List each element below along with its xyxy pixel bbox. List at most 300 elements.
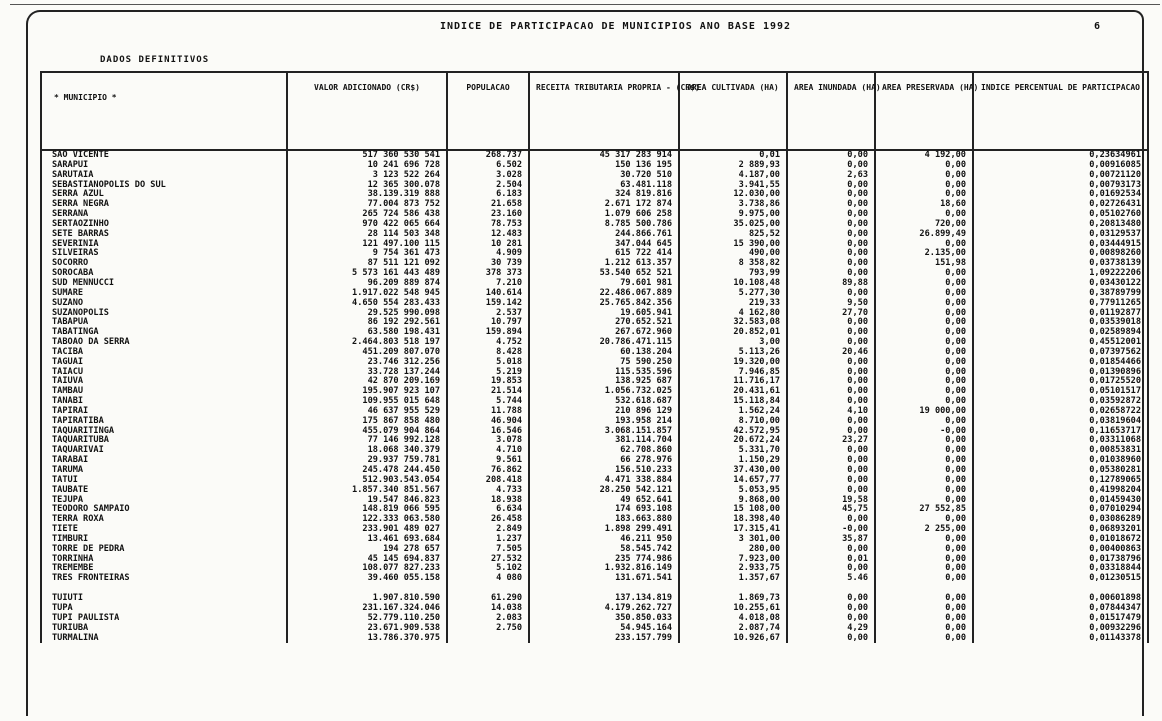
cell-area-cultivada: 42.572,95 (679, 427, 787, 437)
cell-area-preservada: 0,00 (875, 535, 973, 545)
cell-receita-tributaria: 267.672.960 (529, 328, 679, 338)
cell-municipio: TAPIRATIBA (41, 417, 287, 427)
cell-indice: 0,07844347 (973, 604, 1148, 614)
cell-indice: 0,05102760 (973, 210, 1148, 220)
cell-populacao: 46.904 (447, 417, 529, 427)
cell-indice: 0,01390896 (973, 368, 1148, 378)
cell-area-preservada: 0,00 (875, 328, 973, 338)
cell-indice: 0,00932296 (973, 624, 1148, 634)
cell-municipio: TRES FRONTEIRAS (41, 574, 287, 584)
cell-valor-adicionado: 2.464.803 518 197 (287, 338, 447, 348)
cell-area-inundada: 0,00 (787, 515, 875, 525)
cell-area-preservada: 0,00 (875, 417, 973, 427)
col-header-area-cultivada: AREA CULTIVADA (HA) (679, 72, 787, 150)
cell-municipio: TARABAI (41, 456, 287, 466)
cell-indice: 0,03086289 (973, 515, 1148, 525)
cell-area-preservada: 0,00 (875, 240, 973, 250)
table-row (41, 584, 1148, 594)
cell-receita-tributaria: 156.510.233 (529, 466, 679, 476)
cell-area-preservada: 2 255,00 (875, 525, 973, 535)
cell-municipio: SEBASTIANOPOLIS DO SUL (41, 181, 287, 191)
cell-valor-adicionado: 33.728 137.244 (287, 368, 447, 378)
cell-populacao: 30 739 (447, 259, 529, 269)
cell-indice: 0,03311068 (973, 436, 1148, 446)
cell-valor-adicionado: 245.478 244.450 (287, 466, 447, 476)
cell-valor-adicionado: 194 278 657 (287, 545, 447, 555)
cell-valor-adicionado: 23.746 312.256 (287, 358, 447, 368)
cell-receita-tributaria: 1.056.732.025 (529, 387, 679, 397)
table-row (41, 486, 1148, 496)
col-header-area-preservada: AREA PRESERVADA (HA) (875, 72, 973, 150)
cell-receita-tributaria: 350.850.033 (529, 614, 679, 624)
cell-valor-adicionado: 46 637 955 529 (287, 407, 447, 417)
cell-area-inundada: 23,27 (787, 436, 875, 446)
cell-municipio: SERRA AZUL (41, 190, 287, 200)
cell-area-preservada: 0,00 (875, 387, 973, 397)
cell-valor-adicionado: 451.209 807.070 (287, 348, 447, 358)
cell-area-cultivada: 15 390,00 (679, 240, 787, 250)
cell-municipio: SOCORRO (41, 259, 287, 269)
cell-area-inundada: 0,00 (787, 427, 875, 437)
cell-indice: 0,00400863 (973, 545, 1148, 555)
cell-receita-tributaria: 4.179.262.727 (529, 604, 679, 614)
cell-populacao: 19.853 (447, 377, 529, 387)
cell-area-preservada: 0,00 (875, 338, 973, 348)
cell-populacao: 6.634 (447, 505, 529, 515)
cell-area-inundada: 0,00 (787, 456, 875, 466)
cell-area-preservada: 0,00 (875, 486, 973, 496)
cell-populacao: 4 080 (447, 574, 529, 584)
cell-area-cultivada: 7.923,00 (679, 555, 787, 565)
cell-populacao: 8.428 (447, 348, 529, 358)
cell-municipio: TAMBAU (41, 387, 287, 397)
cell-area-preservada: 27 552,85 (875, 505, 973, 515)
cell-area-cultivada: 3 301,00 (679, 535, 787, 545)
cell-area-cultivada: 2.087,74 (679, 624, 787, 634)
cell-area-preservada: 0,00 (875, 309, 973, 319)
cell-valor-adicionado: 455.079 904 864 (287, 427, 447, 437)
cell-municipio: TABAPUA (41, 318, 287, 328)
cell-area-cultivada: 19.320,00 (679, 358, 787, 368)
cell-municipio: TUPI PAULISTA (41, 614, 287, 624)
cell-valor-adicionado: 175 867 858 480 (287, 417, 447, 427)
cell-area-cultivada: 35.025,00 (679, 220, 787, 230)
cell-valor-adicionado: 121 497.100 115 (287, 240, 447, 250)
cell-receita-tributaria: 174 693.108 (529, 505, 679, 515)
cell-populacao: 7.210 (447, 279, 529, 289)
cell-municipio: TIETE (41, 525, 287, 535)
cell-populacao: 140.614 (447, 289, 529, 299)
cell-valor-adicionado: 87 511 121 092 (287, 259, 447, 269)
cell-area-cultivada: 7.946,85 (679, 368, 787, 378)
cell-area-cultivada: 5.053,95 (679, 486, 787, 496)
cell-municipio: TERRA ROXA (41, 515, 287, 525)
table-row (41, 230, 1148, 240)
cell-area-inundada: 0,00 (787, 338, 875, 348)
cell-populacao: 7.505 (447, 545, 529, 555)
table-row (41, 594, 1148, 604)
cell-area-inundada: 0,00 (787, 466, 875, 476)
cell-valor-adicionado: 10 241 696 728 (287, 161, 447, 171)
cell-area-preservada: 19 000,00 (875, 407, 973, 417)
cell-area-cultivada: 20.431,61 (679, 387, 787, 397)
cell-area-preservada: 0,00 (875, 634, 973, 644)
cell-area-inundada: 0,00 (787, 240, 875, 250)
table-row (41, 417, 1148, 427)
table-row (41, 564, 1148, 574)
cell-municipio: TORRINHA (41, 555, 287, 565)
cell-valor-adicionado: 109.955 015 648 (287, 397, 447, 407)
cell-indice: 0,77911265 (973, 299, 1148, 309)
cell-municipio: SUD MENNUCCI (41, 279, 287, 289)
cell-valor-adicionado: 86 192 292.561 (287, 318, 447, 328)
cell-municipio: TUPA (41, 604, 287, 614)
cell-area-cultivada: 20.852,01 (679, 328, 787, 338)
cell-receita-tributaria: 3.068.151.857 (529, 427, 679, 437)
cell-receita-tributaria: 138.925 687 (529, 377, 679, 387)
cell-valor-adicionado: 233.901 489 027 (287, 525, 447, 535)
cell-municipio: TAIACU (41, 368, 287, 378)
cell-receita-tributaria: 1.079 606 258 (529, 210, 679, 220)
table-row (41, 604, 1148, 614)
report-subtitle: DADOS DEFINITIVOS (100, 55, 210, 65)
cell-municipio: TAQUARIVAI (41, 446, 287, 456)
table-row (41, 269, 1148, 279)
cell-area-preservada: 0,00 (875, 190, 973, 200)
cell-area-inundada: 0,00 (787, 190, 875, 200)
cell-indice: 0,02589894 (973, 328, 1148, 338)
cell-area-preservada: 0,00 (875, 466, 973, 476)
cell-municipio: SUMARE (41, 289, 287, 299)
cell-area-cultivada: 3.738,86 (679, 200, 787, 210)
cell-receita-tributaria: 22.486.067.889 (529, 289, 679, 299)
cell-area-inundada: 0,00 (787, 181, 875, 191)
cell-receita-tributaria: 1.212 613.357 (529, 259, 679, 269)
page-number: 6 (1094, 21, 1101, 32)
cell-area-cultivada: 2 889,93 (679, 161, 787, 171)
cell-municipio: TEJUPA (41, 496, 287, 506)
cell-populacao: 12.483 (447, 230, 529, 240)
cell-populacao: 4.909 (447, 249, 529, 259)
table-row (41, 210, 1148, 220)
cell-indice: 0,41998204 (973, 486, 1148, 496)
cell-area-preservada: 0,00 (875, 614, 973, 624)
cell-area-cultivada: 12.030,00 (679, 190, 787, 200)
cell-area-inundada: 0,00 (787, 417, 875, 427)
cell-receita-tributaria: 46.211 950 (529, 535, 679, 545)
cell-municipio: TAUBATE (41, 486, 287, 496)
cell-area-cultivada: 10.255,61 (679, 604, 787, 614)
cell-area-preservada: 0,00 (875, 289, 973, 299)
municipality-table (40, 71, 1149, 643)
cell-area-preservada: 0,00 (875, 476, 973, 486)
cell-valor-adicionado: 12 365 300.078 (287, 181, 447, 191)
cell-receita-tributaria: 54.945.164 (529, 624, 679, 634)
cell-receita-tributaria: 49 652.641 (529, 496, 679, 506)
cell-municipio: TABOAO DA SERRA (41, 338, 287, 348)
table-row (41, 387, 1148, 397)
cell-area-cultivada: 18.398,40 (679, 515, 787, 525)
cell-valor-adicionado: 9 754 361 473 (287, 249, 447, 259)
cell-receita-tributaria: 58.545.742 (529, 545, 679, 555)
cell-receita-tributaria: 62.708.860 (529, 446, 679, 456)
cell-area-cultivada: 20.672,24 (679, 436, 787, 446)
cell-indice: 0,03129537 (973, 230, 1148, 240)
cell-populacao: 2.750 (447, 624, 529, 634)
cell-populacao: 18.938 (447, 496, 529, 506)
cell-area-preservada: 26.899,49 (875, 230, 973, 240)
cell-area-cultivada: 825,52 (679, 230, 787, 240)
cell-area-inundada: 0,00 (787, 318, 875, 328)
table-row (41, 309, 1148, 319)
cell-populacao: 3.028 (447, 171, 529, 181)
cell-municipio: SETE BARRAS (41, 230, 287, 240)
cell-area-cultivada: 37.430,00 (679, 466, 787, 476)
cell-valor-adicionado: 28 114 503 348 (287, 230, 447, 240)
cell-area-cultivada: 10.108,48 (679, 279, 787, 289)
cell-valor-adicionado: 108.077 827.233 (287, 564, 447, 574)
cell-area-cultivada: 3.941,55 (679, 181, 787, 191)
table-row (41, 407, 1148, 417)
cell-area-cultivada: 8 358,82 (679, 259, 787, 269)
cell-receita-tributaria: 150 136 195 (529, 161, 679, 171)
cell-indice: 0,01738796 (973, 555, 1148, 565)
cell-populacao: 9.561 (447, 456, 529, 466)
cell-populacao: 6.183 (447, 190, 529, 200)
cell-populacao: 5.102 (447, 564, 529, 574)
cell-indice: 0,02658722 (973, 407, 1148, 417)
cell-municipio: TANABI (41, 397, 287, 407)
cell-receita-tributaria: 45 317 283 914 (529, 150, 679, 161)
cell-area-inundada: 2,63 (787, 171, 875, 181)
cell-indice: 0,05101517 (973, 387, 1148, 397)
cell-area-preservada: 0,00 (875, 604, 973, 614)
cell-receita-tributaria: 615 722 414 (529, 249, 679, 259)
cell-populacao: 3.078 (447, 436, 529, 446)
cell-municipio: SERRA NEGRA (41, 200, 287, 210)
cell-valor-adicionado: 148.819 066 595 (287, 505, 447, 515)
cell-indice: 0,00601898 (973, 594, 1148, 604)
cell-indice: 0,12789065 (973, 476, 1148, 486)
cell-area-inundada: 0,00 (787, 397, 875, 407)
cell-area-preservada: 0,00 (875, 594, 973, 604)
cell-valor-adicionado: 13.786.370.975 (287, 634, 447, 644)
cell-area-inundada: 19,58 (787, 496, 875, 506)
table-row (41, 181, 1148, 191)
cell-valor-adicionado: 195.907 923 107 (287, 387, 447, 397)
cell-area-inundada: 0,01 (787, 555, 875, 565)
cell-area-preservada: 0,00 (875, 564, 973, 574)
cell-receita-tributaria: 532.618.687 (529, 397, 679, 407)
cell-receita-tributaria: 25.765.842.356 (529, 299, 679, 309)
cell-receita-tributaria: 2.671 172 874 (529, 200, 679, 210)
cell-indice: 0,07010294 (973, 505, 1148, 515)
cell-valor-adicionado: 3 123 522 264 (287, 171, 447, 181)
cell-receita-tributaria: 8.785 500.786 (529, 220, 679, 230)
table-row (41, 545, 1148, 555)
cell-area-cultivada: 17.315,41 (679, 525, 787, 535)
table-row (41, 466, 1148, 476)
cell-area-preservada: 0,00 (875, 397, 973, 407)
cell-area-preservada: 0,00 (875, 456, 973, 466)
cell-populacao: 61.290 (447, 594, 529, 604)
cell-municipio: TATUI (41, 476, 287, 486)
cell-valor-adicionado: 23.671.909.538 (287, 624, 447, 634)
table-row (41, 259, 1148, 269)
cell-area-preservada: 0,00 (875, 210, 973, 220)
cell-municipio: TAGUAI (41, 358, 287, 368)
cell-municipio: SERRANA (41, 210, 287, 220)
cell-valor-adicionado: 1.917.022 548 945 (287, 289, 447, 299)
cell-area-inundada: 0,00 (787, 368, 875, 378)
cell-area-cultivada: 4.018,08 (679, 614, 787, 624)
cell-indice: 0,01038960 (973, 456, 1148, 466)
cell-receita-tributaria: 53.540 652 521 (529, 269, 679, 279)
col-header-receita-tributaria: RECEITA TRIBUTARIA PROPRIA - (CR$) (529, 72, 679, 150)
cell-valor-adicionado: 1.907.810.590 (287, 594, 447, 604)
cell-indice: 0,00721120 (973, 171, 1148, 181)
cell-area-inundada: 0,00 (787, 328, 875, 338)
table-row (41, 624, 1148, 634)
cell-area-cultivada: 14.657,77 (679, 476, 787, 486)
cell-indice: 0,02726431 (973, 200, 1148, 210)
cell-area-preservada: 0,00 (875, 269, 973, 279)
table-row (41, 279, 1148, 289)
cell-indice: 0,03430122 (973, 279, 1148, 289)
cell-valor-adicionado: 45 145 694.837 (287, 555, 447, 565)
col-header-valor-adicionado: VALOR ADICIONADO (CR$) (287, 72, 447, 150)
cell-valor-adicionado: 1.857.340 851.567 (287, 486, 447, 496)
header-row (41, 72, 1148, 150)
cell-populacao: 27.532 (447, 555, 529, 565)
cell-area-cultivada: 5.277,30 (679, 289, 787, 299)
cell-area-preservada: 0,00 (875, 279, 973, 289)
cell-indice: 0,06893201 (973, 525, 1148, 535)
table-row (41, 436, 1148, 446)
cell-populacao: 11.788 (447, 407, 529, 417)
cell-indice: 0,01459430 (973, 496, 1148, 506)
cell-municipio: TUIUTI (41, 594, 287, 604)
cell-area-cultivada: 4.187,00 (679, 171, 787, 181)
cell-valor-adicionado: 29.937 759.781 (287, 456, 447, 466)
cell-area-inundada: 35,87 (787, 535, 875, 545)
cell-area-inundada: 5.46 (787, 574, 875, 584)
cell-receita-tributaria: 270.652.521 (529, 318, 679, 328)
cell-indice: 0,03592872 (973, 397, 1148, 407)
cell-area-cultivada: 490,00 (679, 249, 787, 259)
cell-area-cultivada: 1.357,67 (679, 574, 787, 584)
cell-area-preservada: 0,00 (875, 181, 973, 191)
cell-valor-adicionado: 63.580 198.431 (287, 328, 447, 338)
cell-indice: 0,03318844 (973, 564, 1148, 574)
cell-receita-tributaria: 235 774.986 (529, 555, 679, 565)
cell-valor-adicionado: 517 360 530 541 (287, 150, 447, 161)
cell-area-inundada: 0,00 (787, 387, 875, 397)
cell-populacao: 4.733 (447, 486, 529, 496)
col-header-indice: INDICE PERCENTUAL DE PARTICIPACAO (973, 72, 1148, 150)
cell-area-inundada: 0,00 (787, 486, 875, 496)
cell-receita-tributaria: 30.720 510 (529, 171, 679, 181)
table-row (41, 525, 1148, 535)
cell-valor-adicionado: 5 573 161 443 489 (287, 269, 447, 279)
cell-populacao: 5.219 (447, 368, 529, 378)
cell-receita-tributaria: 75 590.250 (529, 358, 679, 368)
cell-populacao: 268.737 (447, 150, 529, 161)
cell-populacao: 21.658 (447, 200, 529, 210)
cell-indice: 0,01692534 (973, 190, 1148, 200)
cell-area-cultivada: 2.933,75 (679, 564, 787, 574)
cell-populacao: 4.752 (447, 338, 529, 348)
cell-area-cultivada: 9.868,00 (679, 496, 787, 506)
table-row (41, 446, 1148, 456)
cell-area-preservada: 0,00 (875, 171, 973, 181)
table-row (41, 318, 1148, 328)
cell-municipio: SERTAOZINHO (41, 220, 287, 230)
cell-area-preservada: 0,00 (875, 358, 973, 368)
cell-area-inundada: -0,00 (787, 525, 875, 535)
cell-area-inundada: 0,00 (787, 545, 875, 555)
cell-area-cultivada: 280,00 (679, 545, 787, 555)
cell-area-inundada: 0,00 (787, 269, 875, 279)
cell-receita-tributaria: 137.134.819 (529, 594, 679, 604)
table-row (41, 555, 1148, 565)
cell-area-inundada: 0,00 (787, 634, 875, 644)
cell-municipio: TORRE DE PEDRA (41, 545, 287, 555)
cell-area-cultivada: 1.869,73 (679, 594, 787, 604)
cell-area-preservada: 0,00 (875, 496, 973, 506)
cell-area-inundada: 0,00 (787, 220, 875, 230)
cell-area-preservada: 18,60 (875, 200, 973, 210)
cell-area-cultivada: 15 108,00 (679, 505, 787, 515)
cell-area-preservada: 0,00 (875, 446, 973, 456)
table-row (41, 476, 1148, 486)
col-header-municipio: * MUNICIPIO * (41, 72, 287, 150)
cell-valor-adicionado: 29.525 990.098 (287, 309, 447, 319)
cell-receita-tributaria: 1.898 299.491 (529, 525, 679, 535)
cell-area-cultivada: 1.562,24 (679, 407, 787, 417)
cell-area-inundada: 0,00 (787, 614, 875, 624)
cell-area-preservada: 2.135,00 (875, 249, 973, 259)
cell-receita-tributaria: 324 819.816 (529, 190, 679, 200)
cell-area-inundada: 0,00 (787, 604, 875, 614)
cell-municipio: TAQUARITINGA (41, 427, 287, 437)
cell-area-cultivada: 219,33 (679, 299, 787, 309)
cell-indice: 0,11653717 (973, 427, 1148, 437)
table-row (41, 338, 1148, 348)
cell-indice: 0,00916085 (973, 161, 1148, 171)
cell-populacao: 1.237 (447, 535, 529, 545)
cell-area-preservada: 0,00 (875, 161, 973, 171)
cell-indice: 1,09222206 (973, 269, 1148, 279)
cell-municipio: SEVERINIA (41, 240, 287, 250)
cell-populacao: 4.710 (447, 446, 529, 456)
cell-populacao: 6.502 (447, 161, 529, 171)
cell-area-inundada: 0,00 (787, 564, 875, 574)
cell-valor-adicionado: 77.004 873 752 (287, 200, 447, 210)
cell-area-cultivada: 5.113,26 (679, 348, 787, 358)
cell-area-inundada: 0,00 (787, 200, 875, 210)
cell-area-inundada: 0,00 (787, 358, 875, 368)
cell-indice: 0,00853831 (973, 446, 1148, 456)
cell-area-cultivada: 15.118,84 (679, 397, 787, 407)
cell-municipio: TREMEMBE (41, 564, 287, 574)
table-row (41, 358, 1148, 368)
cell-populacao: 2.504 (447, 181, 529, 191)
cell-area-inundada: 0,00 (787, 259, 875, 269)
cell-area-preservada: 0,00 (875, 545, 973, 555)
cell-populacao: 2.537 (447, 309, 529, 319)
cell-valor-adicionado: 39.460 055.158 (287, 574, 447, 584)
